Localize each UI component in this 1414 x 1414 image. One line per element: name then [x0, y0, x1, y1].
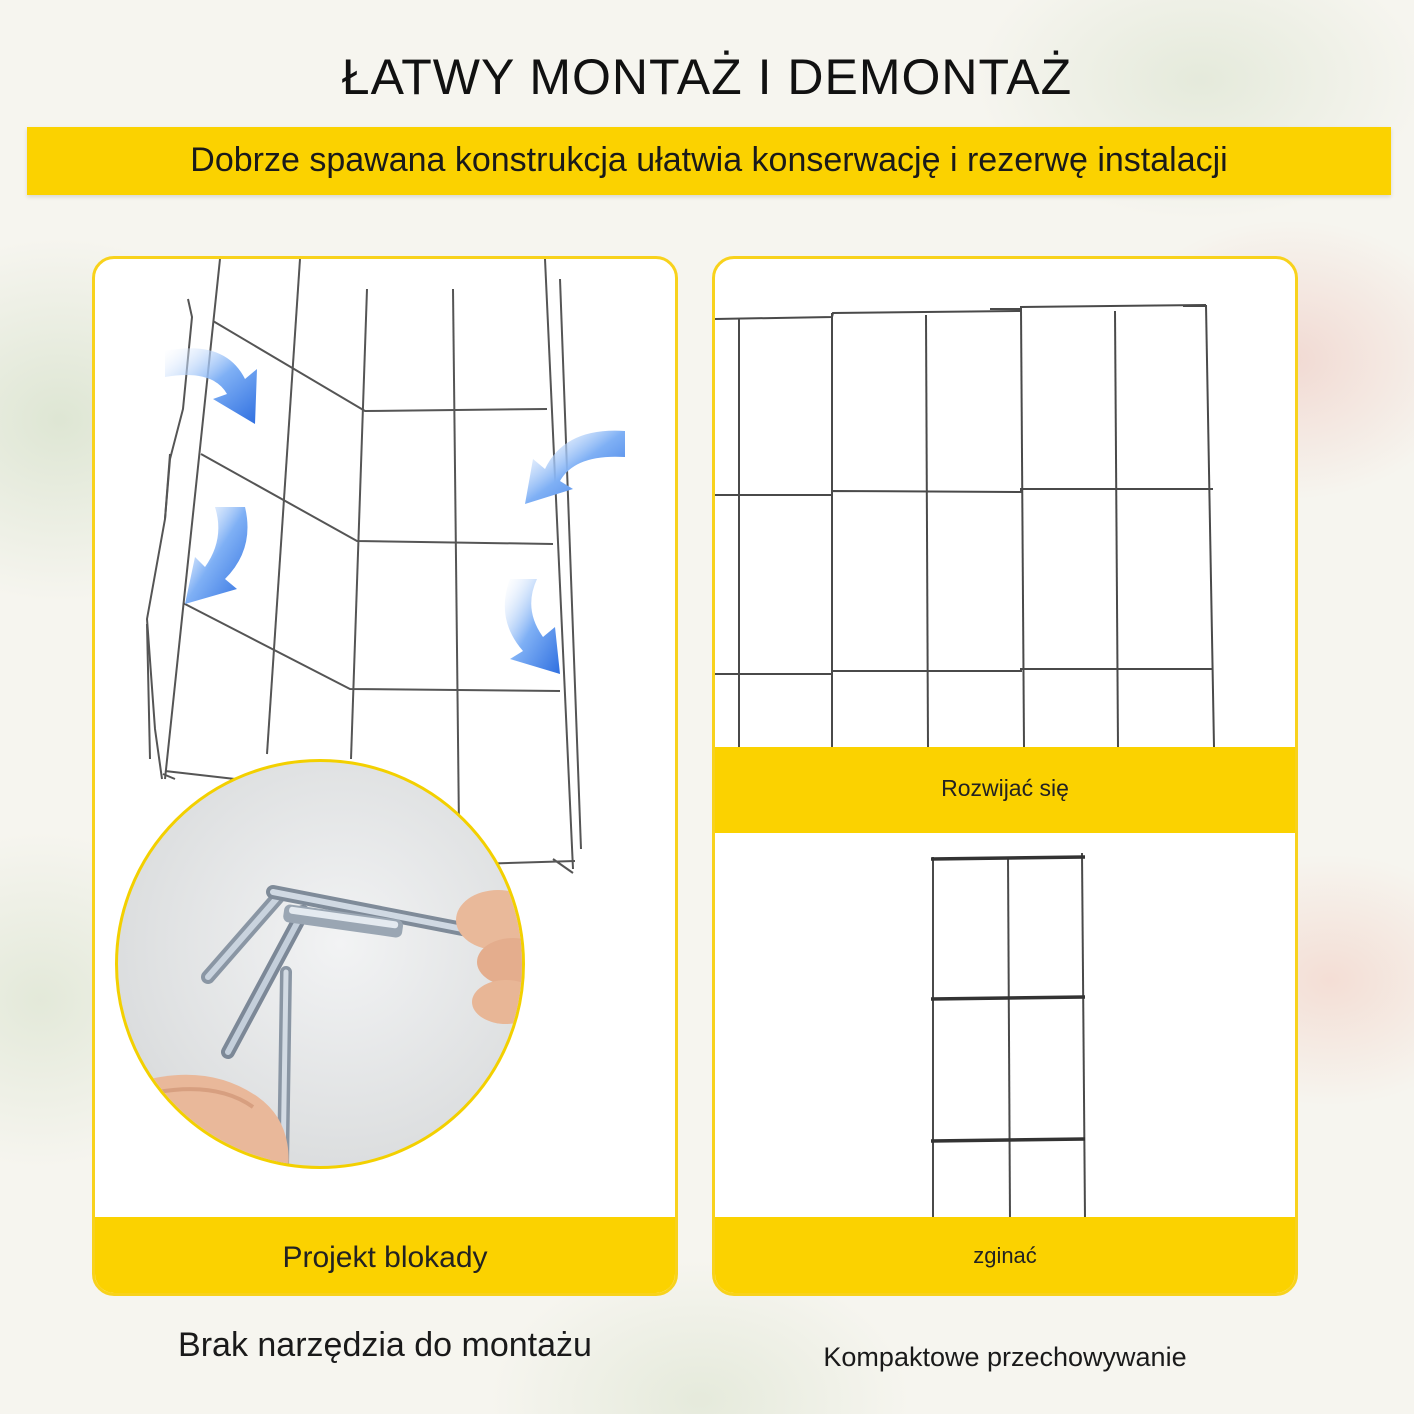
compact-storage-caption: Kompaktowe przechowywanie	[823, 1342, 1187, 1372]
lock-design-label: Projekt blokady	[282, 1241, 488, 1274]
fold-arrow-icon	[505, 579, 560, 674]
no-tool-caption: Brak narzędzia do montażu	[178, 1326, 592, 1364]
page-title: ŁATWY MONTAŻ I DEMONTAŻ	[341, 49, 1073, 105]
subtitle-text: Dobrze spawana konstrukcja ułatwia konserwację i rezerwę instalacji	[190, 141, 1228, 179]
fold-band	[715, 1217, 1295, 1296]
fold-arrow-icon	[165, 348, 257, 424]
subtitle-banner	[27, 127, 1391, 195]
unfold-band	[715, 747, 1295, 833]
lock-closeup-photo	[115, 759, 525, 1169]
unfold-label: Rozwijać się	[941, 775, 1069, 801]
compact-storage-panel	[712, 256, 1298, 1296]
fold-label: zginać	[973, 1243, 1037, 1268]
folded-flat-trellis-illustration	[715, 833, 1298, 1233]
unfolded-trellis-illustration	[715, 259, 1298, 749]
fold-arrow-icon	[185, 507, 248, 604]
lock-design-panel	[92, 256, 678, 1296]
fold-arrow-icon	[525, 431, 625, 504]
lock-design-band	[95, 1217, 675, 1296]
